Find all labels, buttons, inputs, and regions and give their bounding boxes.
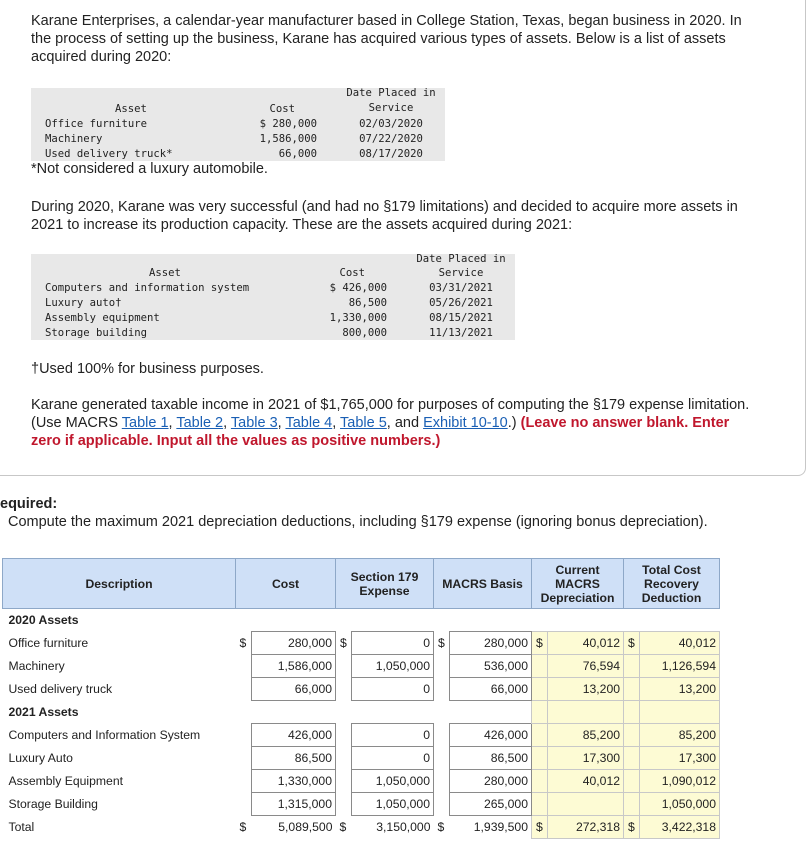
row-description: Luxury Auto: [8, 751, 73, 765]
macrs-basis-input[interactable]: 265,000: [450, 793, 532, 816]
dollar-sign: $: [532, 816, 548, 839]
row-description: Office furniture: [8, 636, 89, 650]
asset-2021-date: 08/15/2021: [429, 312, 493, 324]
section-179-input[interactable]: 1,050,000: [352, 793, 434, 816]
dollar-sign: $: [340, 636, 347, 650]
macrs-basis-input[interactable]: 536,000: [450, 655, 532, 678]
col-cost-header: Cost: [269, 103, 295, 115]
col-asset-header: Asset: [149, 267, 181, 279]
header-macrs-basis: MACRS Basis: [434, 559, 532, 609]
answer-table: [2, 558, 720, 839]
footnote-2020: *Not considered a luxury automobile.: [31, 161, 268, 177]
reference-link[interactable]: Table 1: [121, 415, 169, 431]
asset-2020-cost: 66,000: [278, 148, 317, 160]
table-row: [3, 770, 720, 793]
header-section-179: Section 179 Expense: [336, 559, 434, 609]
asset-2021-name: Computers and information system: [45, 282, 250, 294]
total-recovery-value: 17,300: [640, 747, 720, 770]
instructions-text: Karane generated taxable income in 2021 of $1,765,000 for purposes of computing the §179 expense limitation. (Use MACRS: [31, 397, 750, 431]
section-179-input[interactable]: 1,050,000: [352, 655, 434, 678]
link-separator: ,: [168, 415, 177, 431]
asset-2020-name: Used delivery truck*: [45, 148, 173, 160]
total-macrs-basis: 1,939,500: [473, 820, 528, 835]
dollar-sign: $: [536, 636, 543, 650]
asset-2021-date: 05/26/2021: [429, 297, 493, 309]
current-macrs-value: 40,012: [548, 770, 624, 793]
section-179-input[interactable]: 1,050,000: [352, 770, 434, 793]
table-row: [3, 747, 720, 770]
table-row: [3, 678, 720, 701]
dollar-sign: $: [239, 636, 247, 650]
section-179-input[interactable]: 0: [352, 632, 434, 655]
asset-2021-name: Storage building: [45, 327, 148, 339]
total-section-179: 3,150,000: [376, 820, 431, 835]
asset-2020-date: 02/03/2020: [359, 118, 423, 130]
totals-row: [3, 816, 720, 839]
current-macrs-value: 13,200: [548, 678, 624, 701]
required-text: Compute the maximum 2021 depreciation deductions, including §179 expense (ignoring bonus depreciation).: [8, 514, 708, 530]
reference-link[interactable]: Exhibit 10-10: [423, 415, 508, 431]
current-macrs-value: [548, 793, 624, 816]
asset-2020-name: Office furniture: [45, 118, 148, 130]
col-date-header-l2: Service: [368, 102, 414, 114]
row-description: Machinery: [8, 659, 65, 673]
header-current-macrs: Current MACRS Depreciation: [532, 559, 624, 609]
asset-2020-cost: 1,586,000: [259, 133, 317, 145]
table-row: [3, 655, 720, 678]
col-cost-header: Cost: [339, 267, 365, 279]
total-recovery-value: 1,050,000: [640, 793, 720, 816]
total-recovery-deduction: 3,422,318: [640, 816, 720, 839]
col-date-header-l1: Date Placed in: [346, 87, 436, 99]
assets-2020-table: [31, 88, 445, 161]
dollar-sign: $: [437, 820, 445, 834]
section-179-input[interactable]: 0: [352, 678, 434, 701]
current-macrs-value: 76,594: [548, 655, 624, 678]
asset-2021-date: 03/31/2021: [429, 282, 493, 294]
link-separator: , and: [386, 415, 424, 431]
section-179-input[interactable]: 0: [352, 747, 434, 770]
link-separator: ,: [332, 415, 341, 431]
cost-input[interactable]: 66,000: [252, 678, 336, 701]
section-2020-assets: 2020 Assets: [8, 613, 79, 628]
answer-instructions: (Leave no answer blank. Enter zero if applicable. Input all the values as positive numbers.): [31, 415, 730, 449]
dollar-sign: $: [438, 636, 445, 650]
asset-2021-date: 11/13/2021: [429, 327, 493, 339]
table-row: [3, 793, 720, 816]
total-current-macrs: 272,318: [548, 816, 624, 839]
macrs-basis-input[interactable]: 66,000: [450, 678, 532, 701]
total-label: Total: [8, 820, 35, 834]
cost-input[interactable]: 1,586,000: [252, 655, 336, 678]
cost-input[interactable]: 1,315,000: [252, 793, 336, 816]
section-2021-assets: 2021 Assets: [8, 705, 79, 719]
asset-2020-name: Machinery: [45, 133, 103, 145]
reference-link[interactable]: Table 2: [176, 415, 224, 431]
link-separator: ,: [277, 415, 286, 431]
dollar-sign: $: [628, 636, 635, 650]
col-date-header-l2: Service: [438, 267, 484, 279]
cost-input[interactable]: 280,000: [252, 632, 336, 655]
header-cost: Cost: [236, 559, 336, 609]
macrs-basis-input[interactable]: 86,500: [450, 747, 532, 770]
row-description: Computers and Information System: [8, 728, 201, 742]
row-description: Assembly Equipment: [8, 774, 123, 788]
asset-2021-name: Luxury auto†: [45, 297, 122, 309]
link-separator: ,: [223, 415, 231, 431]
macrs-basis-input[interactable]: 426,000: [450, 724, 532, 747]
link-close: .): [507, 415, 521, 431]
total-cost: 5,089,500: [278, 820, 333, 835]
total-recovery-value: 1,126,594: [640, 655, 720, 678]
asset-2021-cost: 1,330,000: [329, 312, 387, 324]
paragraph-2021: During 2020, Karane was very successful (and had no §179 limitations) and decided to acquire more assets in 2021 to increase its production capacity. These are the assets acquired during 2021:: [31, 199, 738, 233]
reference-link[interactable]: Table 5: [340, 415, 387, 431]
row-description: Used delivery truck: [8, 682, 113, 696]
instructions-paragraph: [31, 396, 761, 450]
reference-link[interactable]: Table 4: [285, 415, 333, 431]
current-macrs-value: 85,200: [548, 724, 624, 747]
col-date-header-l1: Date Placed in: [416, 253, 506, 265]
cost-input[interactable]: 426,000: [252, 724, 336, 747]
cost-input[interactable]: 1,330,000: [252, 770, 336, 793]
intro-text: Karane Enterprises, a calendar-year manufacturer based in College Station, Texas, began business in 2020. In the process of setting up the business, Karane has acquired various types of assets. Below is a list of assets acquired during 2020:: [31, 13, 742, 65]
footnote-2021: †Used 100% for business purposes.: [31, 361, 264, 377]
asset-2020-date: 07/22/2020: [359, 133, 423, 145]
current-macrs-value: 17,300: [548, 747, 624, 770]
col-asset-header: Asset: [115, 103, 147, 115]
total-recovery-value: 40,012: [640, 632, 720, 655]
dollar-sign: $: [339, 820, 347, 834]
header-total-cost-recovery: Total Cost Recovery Deduction: [624, 559, 720, 609]
reference-link[interactable]: Table 3: [230, 415, 278, 431]
asset-2021-cost: $ 426,000: [329, 282, 387, 294]
cost-input[interactable]: 86,500: [252, 747, 336, 770]
total-recovery-value: 1,090,012: [640, 770, 720, 793]
asset-2020-date: 08/17/2020: [359, 148, 423, 160]
table-row: [3, 632, 720, 655]
table-row: [3, 724, 720, 747]
asset-2020-cost: $ 280,000: [259, 118, 317, 130]
current-macrs-value: 40,012: [548, 632, 624, 655]
total-recovery-value: 13,200: [640, 678, 720, 701]
asset-2021-cost: 86,500: [348, 297, 387, 309]
required-title: equired:: [0, 496, 58, 512]
asset-2021-name: Assembly equipment: [45, 312, 160, 324]
total-recovery-value: 85,200: [640, 724, 720, 747]
header-description: Description: [3, 559, 236, 609]
macrs-basis-input[interactable]: 280,000: [450, 632, 532, 655]
dollar-sign: $: [239, 820, 247, 834]
asset-2021-cost: 800,000: [342, 327, 387, 339]
assets-2021-table: [31, 254, 515, 340]
dollar-sign: $: [624, 816, 640, 839]
section-179-input[interactable]: 0: [352, 724, 434, 747]
macrs-basis-input[interactable]: 280,000: [450, 770, 532, 793]
row-description: Storage Building: [8, 797, 98, 811]
